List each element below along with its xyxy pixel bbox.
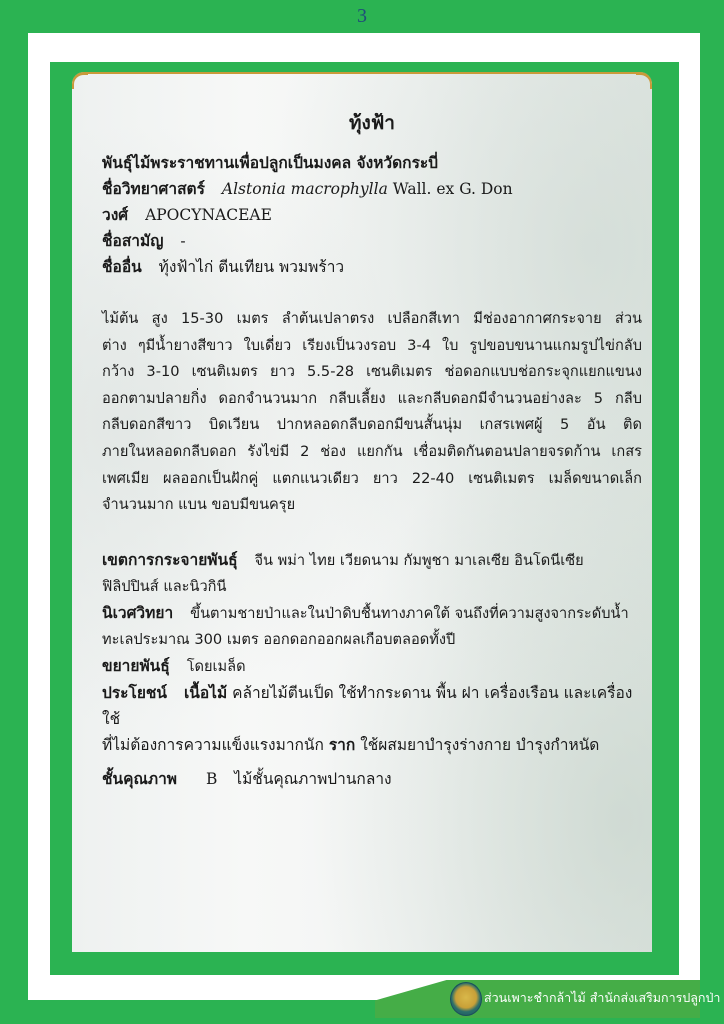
common-name-value: - [180, 232, 186, 250]
content-paper [72, 72, 652, 952]
scientific-name-author: Wall. ex G. Don [392, 180, 513, 198]
quality-class-grade: B [205, 769, 218, 788]
uses-wood-text-cont: ที่ไม่ต้องการความแข็งแรงมากนัก [102, 735, 324, 754]
quality-class-value: ไม้ชั้นคุณภาพปานกลาง [234, 769, 392, 788]
ecology-label: นิเวศวิทยา [102, 602, 174, 622]
distribution-row [102, 547, 642, 574]
description-line: ออกตามปลายกิ่ง ดอกจำนวนมาก กลีบเลี้ยง และกลีบดอกมีจำนวนอย่างละ 5 กลีบ [102, 389, 642, 407]
uses-wood-label: เนื้อไม้ [183, 682, 228, 702]
description-line: จำนวนมาก แบน ขอบมีขนครุย [102, 496, 296, 514]
other-names-label: ชื่ออื่น [102, 257, 142, 276]
scientific-name-label: ชื่อวิทยาศาสตร์ [102, 179, 205, 198]
ecology-value: ขึ้นตามชายป่าและในป่าดิบชื้นทางภาคใต้ จนถึงที่ความสูงจากระดับน้ำ [190, 604, 629, 622]
propagation-value: โดยเมล็ด [186, 657, 246, 675]
common-name-row [102, 228, 642, 254]
propagation-label: ขยายพันธุ์ [102, 655, 170, 675]
uses-root-label: ราก [328, 734, 356, 754]
quality-class-row [102, 766, 642, 792]
family-row [102, 202, 642, 228]
description-line: ภายในหลอดกลีบดอก รังไข่มี 2 ช่อง แยกกัน เชื่อมติดกันตอนปลายจรดก้าน เกสร [102, 442, 642, 460]
ecology-value-cont: ทะเลประมาณ 300 เมตร ออกดอกออกผลเกือบตลอดทั้งปี [102, 630, 456, 648]
uses-row [102, 680, 642, 732]
distribution-value-cont: ฟิลิปปินส์ และนิวกินี [102, 577, 227, 595]
subtitle: พันธุ์ไม้พระราชทานเพื่อปลูกเป็นมงคล จังหวัดกระบี่ [102, 153, 439, 172]
details-section [102, 547, 642, 792]
footer-organization-text: ส่วนเพาะชำกล้าไม้ สำนักส่งเสริมการปลูกป่า [484, 990, 721, 1005]
other-names-value: ทุ้งฟ้าไก่ ตีนเทียน พวมพร้าว [158, 258, 345, 276]
description-line: กว้าง 3-10 เซนติเมตร ยาว 5.5-28 เซนติเมตร ช่อดอกแบบช่อกระจุกแยกแขนง [102, 363, 642, 381]
uses-row-cont [102, 732, 642, 758]
distribution-value: จีน พม่า ไทย เวียดนาม กัมพูชา มาเลเซีย อินโดนีเซีย [254, 551, 584, 569]
common-name-label: ชื่อสามัญ [102, 231, 164, 250]
family-value: APOCYNACEAE [145, 206, 272, 224]
description-paragraph [102, 306, 642, 519]
quality-class-label: ชั้นคุณภาพ [102, 768, 178, 788]
description-line: เพศเมีย ผลออกเป็นฝักคู่ แตกแนวเดียว ยาว 22-40 เซนติเมตร เมล็ดขนาดเล็ก [102, 469, 642, 487]
ecology-row [102, 600, 642, 627]
uses-root-text: ใช้ผสมยาบำรุงร่างกาย บำรุงกำหนัด [360, 735, 600, 754]
royal-forest-emblem-icon [450, 982, 482, 1016]
distribution-label: เขตการกระจายพันธุ์ [102, 549, 238, 569]
species-title: ทุ้งฟ้า [349, 112, 395, 134]
scientific-name-value: Alstonia macrophylla [221, 180, 388, 198]
uses-label: ประโยชน์ [102, 682, 168, 702]
other-names-row [102, 254, 642, 280]
uses-wood-text: คล้ายไม้ตีนเป็ด ใช้ทำกระดาน พื้น ฝา เครื่องเรือน และเครื่องใช้ [102, 683, 633, 728]
page-number: 3 [357, 5, 367, 27]
propagation-row [102, 653, 642, 680]
description-line: ไม้ต้น สูง 15-30 เมตร ลำต้นเปลาตรง เปลือกสีเทา มีช่องอากาศกระจาย ส่วน [102, 310, 642, 327]
description-line: ต่าง ๆมีน้ำยางสีขาว ใบเดี่ยว เรียงเป็นวงรอบ 3-4 ใบ รูปขอบขนานแกมรูปไข่กลับ [102, 336, 642, 354]
family-label: วงศ์ [102, 205, 129, 224]
description-line: กลีบดอกสีขาว บิดเวียน ปากหลอดกลีบดอกมีขนสั้นนุ่ม เกสรเพศผู้ 5 อัน ติด [102, 416, 642, 434]
species-sheet [102, 108, 642, 792]
scientific-name-row [102, 176, 642, 202]
